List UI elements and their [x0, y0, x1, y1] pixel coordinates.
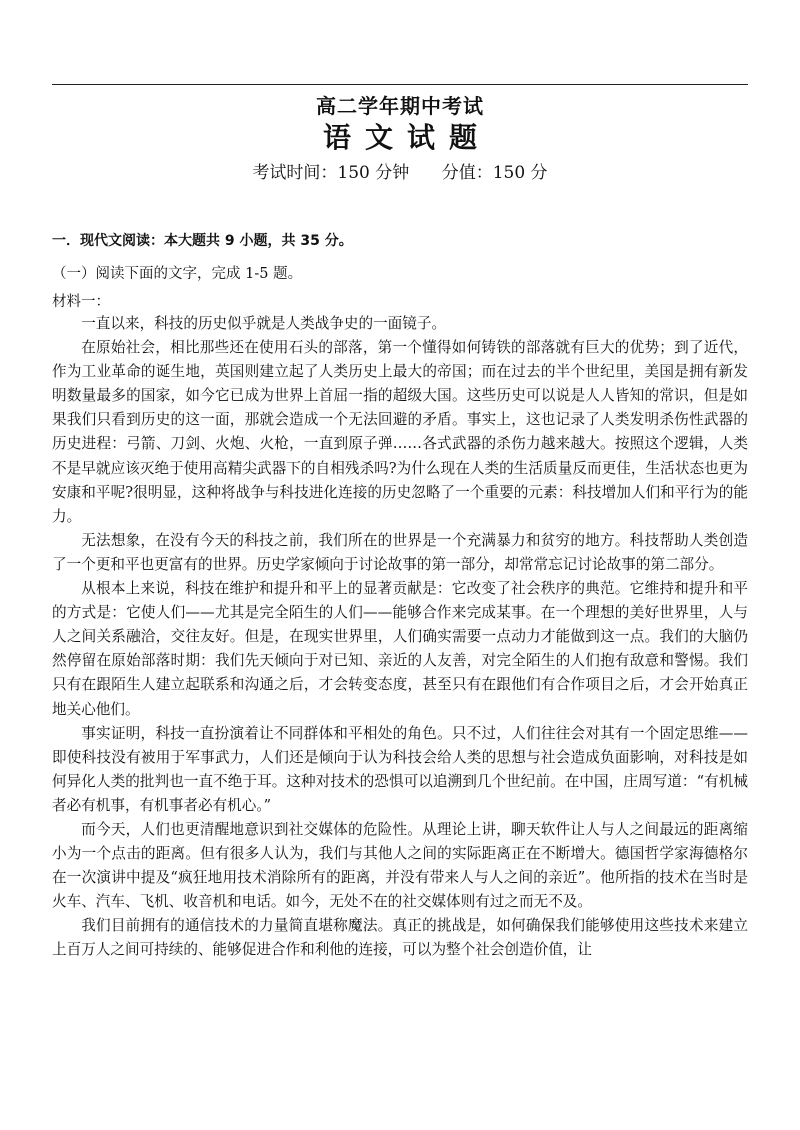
passage-paragraph: 而今天，人们也更清醒地意识到社交媒体的危险性。从理论上讲，聊天软件让人与人之间最远的距离缩小为一个点击的距离。但有很多人认为，我们与其他人之间的实际距离正在不断增大。德国哲学家海德格尔在一次演讲中提及“疯狂地用技术消除所有的距离，并没有带来人与人之间的亲近”。他所指的技术在当时是火车、汽车、飞机、收音机和电话。如今，无处不在的社交媒体则有过之而无不及。: [52, 820, 748, 911]
subject-title: 语文试题: [322, 121, 491, 154]
passage-body: [52, 312, 748, 963]
passage-paragraph: 在原始社会，相比那些还在使用石头的部落，第一个懂得如何铸铁的部落就有巨大的优势；到了近代，作为工业革命的诞生地，英国则建立起了人类历史上最大的帝国；而在过去的半个世纪里，美国是拥有新发明数量最多的国家，如今它已成为世界上首屈一指的超级大国。这些历史可以说是人人皆知的常识，但是如果我们只看到历史的这一面，那就会造成一个无法回避的矛盾。事实上，这也记录了人类发明杀伤性武器的历史进程：弓箭、刀剑、火炮、火枪，一直到原子弹……各式武器的杀伤力越来越大。按照这个逻辑，人类不是早就应该灭绝于使用高精尖武器下的自相残杀吗?为什么现在人类的生活质量反而更佳，生活状态也更为安康和平呢?很明显，这种将战争与科技进化连接的历史忽略了一个重要的元素：科技增加人们和平行为的能力。: [52, 339, 748, 525]
passage-paragraph: 一直以来，科技的历史似乎就是人类战争史的一面镜子。: [81, 315, 447, 332]
exam-info: 考试时间：150 分钟 分值：150 分: [252, 163, 548, 183]
section-heading: 一．现代文阅读：本大题共 9 小题，共 35 分。: [52, 233, 353, 249]
passage-paragraph: 从根本上来说，科技在维护和提升和平上的显著贡献是：它改变了社会秩序的典范。它维持和提升和平的方式是：它使人们——尤其是完全陌生的人们——能够合作来完成某事。在一个理想的美好世界里，人与人之间关系融洽，交往友好。但是，在现实世界里，人们确实需要一点动力才能做到这一点。我们的大脑仍然停留在原始部落时期：我们先天倾向于对已知、亲近的人友善，对完全陌生的人们抱有敌意和警惕。我们只有在跟陌生人建立起联系和沟通之后，才会转变态度，甚至只有在跟他们有合作项目之后，才会开始真正地关心他们。: [52, 580, 748, 718]
passage-paragraph: 事实证明，科技一直扮演着让不同群体和平相处的角色。只不过，人们往往会对其有一个固定思维——即使科技没有被用于军事武力，人们还是倾向于认为科技会给人类的思想与社会造成负面影响，对科技是如何异化人类的批判也一直不绝于耳。这种对技术的恐惧可以追溯到几个世纪前。在中国，庄周写道：“有机械者必有机事，有机事者必有机心。”: [52, 724, 748, 814]
material-label: 材料一：: [52, 294, 110, 310]
exam-title: 高二学年期中考试: [316, 94, 484, 118]
header-rule: [52, 84, 748, 85]
passage-paragraph: 无法想象，在没有今天的科技之前，我们所在的世界是一个充满暴力和贫穷的地方。科技帮助人类创造了一个更和平也更富有的世界。历史学家倾向于讨论故事的第一部分，却常常忘记讨论故事的第二部分。: [52, 531, 748, 573]
passage-paragraph: 我们目前拥有的通信技术的力量简直堪称魔法。真正的挑战是，如何确保我们能够使用这些技术来建立上百万人之间可持续的、能够促进合作和利他的连接，可以为整个社会创造价值，让: [52, 917, 748, 959]
reading-instruction: （一）阅读下面的文字，完成 1-5 题。: [52, 266, 303, 282]
